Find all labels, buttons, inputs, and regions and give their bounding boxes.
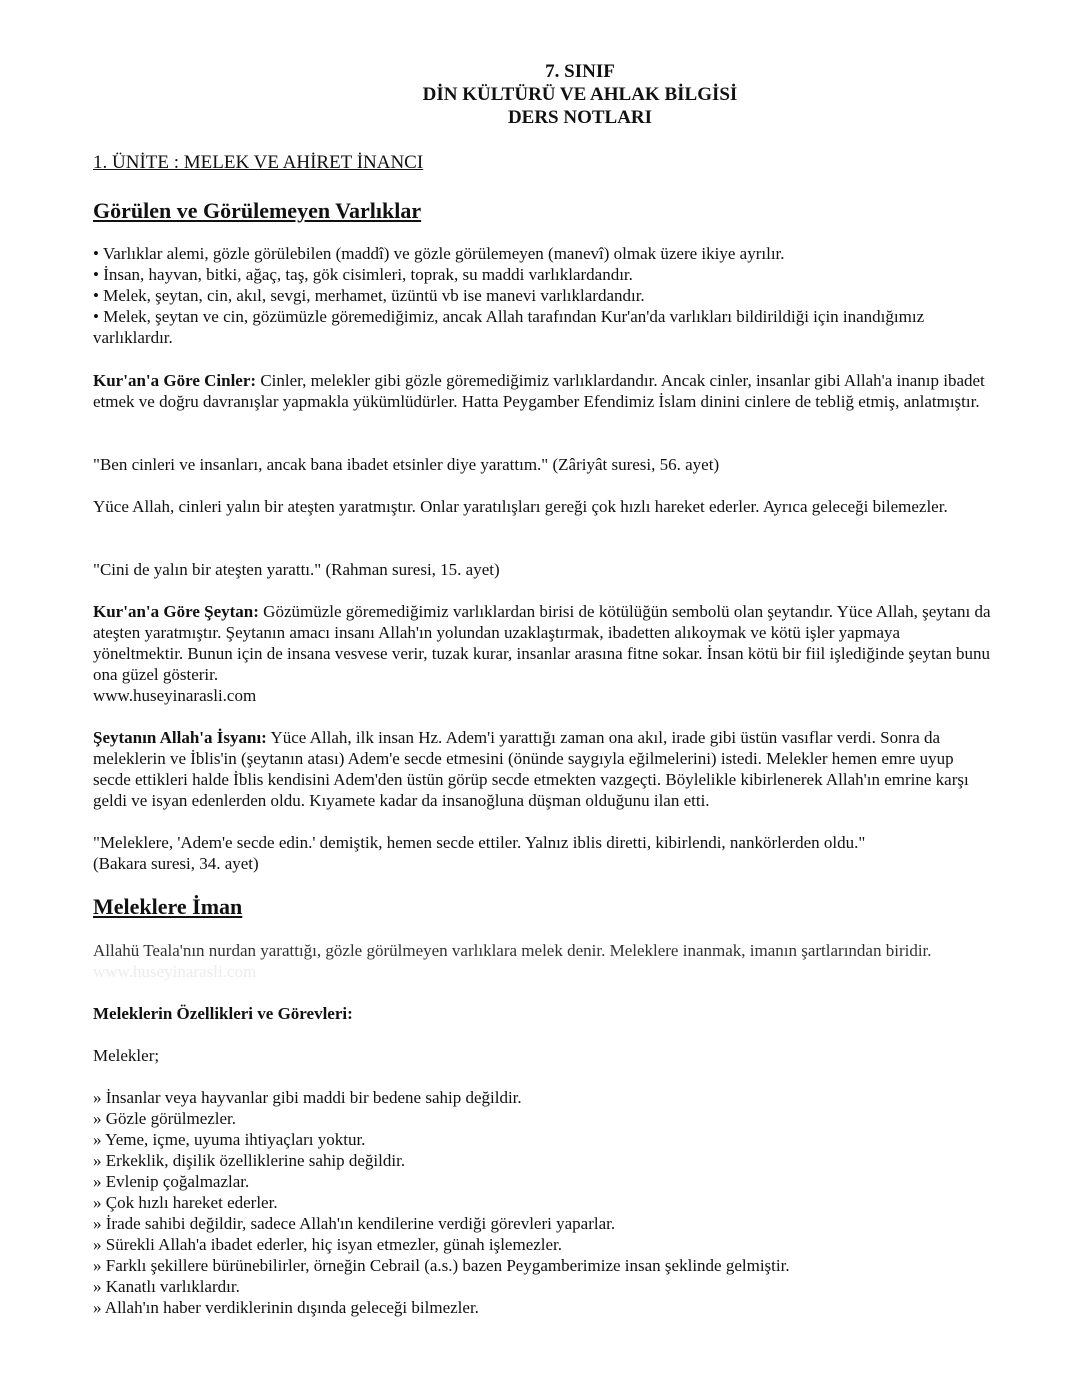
list-item: » Gözle görülmezler. <box>93 1109 237 1128</box>
bullet-list-varliklar <box>93 243 993 348</box>
section-heading-meleklere-iman: Meleklere İman <box>93 894 243 919</box>
list-lead-melekler: Melekler; <box>93 1046 160 1065</box>
unit-title: 1. ÜNİTE : MELEK VE AHİRET İNANCI <box>93 152 424 173</box>
watermark-text: www.huseyinarasli.com <box>93 962 257 981</box>
section-heading-varliklar: Görülen ve Görülemeyen Varlıklar <box>93 198 422 223</box>
label-isyan: Şeytanın Allah'a İsyanı: <box>93 728 267 747</box>
list-item: » Allah'ın haber verdiklerinin dışında geleceği bilmezler. <box>93 1298 479 1317</box>
website-text: www.huseyinarasli.com <box>93 686 257 705</box>
list-item: • Varlıklar alemi, gözle görülebilen (maddî) ve gözle görülemeyen (manevî) olmak üzere ikiye ayrılır. <box>93 244 785 263</box>
paragraph-melek-tanimi: Allahü Teala'nın nurdan yarattığı, gözle görülmeyen varlıklara melek denir. Meleklere inanmak, imanın şartlarından biridir. www.huseyinarasli.com <box>93 941 932 981</box>
label-cinler: Kur'an'a Göre Cinler: <box>93 371 257 390</box>
quote-rahman: "Cini de yalın bir ateşten yarattı." (Rahman suresi, 15. ayet) <box>93 560 500 579</box>
paragraph-seytan: Kur'an'a Göre Şeytan: Gözümüzle göremediğimiz varlıklardan birisi de kötülüğün sembolü olan şeytandır. Yüce Allah, şeytanı da ateşten yaratmıştır. Şeytanın amacı insanı Allah'ın yolundan uzaklaştırmak, ibadetten alıkoymak ve kötü işler yapmaya yöneltmektir. Bunun için de insana vesvese verir, tuzak kurar, insanlar arasına fitne sokar. İnsan kötü bir fiil işlediğinde şeytan bunu ona güzel gösterir. www.huseyinarasli.com <box>93 601 993 706</box>
list-item: » Çok hızlı hareket ederler. <box>93 1193 278 1212</box>
header-notes: DERS NOTLARI <box>507 107 653 128</box>
header-grade: 7. SINIF <box>545 61 615 82</box>
list-item: » İnsanlar veya hayvanlar gibi maddi bir bedene sahip değildir. <box>93 1088 522 1107</box>
subheading-melek-ozellikleri: Meleklerin Özellikleri ve Görevleri: <box>93 1004 353 1023</box>
header-subject: DİN KÜLTÜRÜ VE AHLAK BİLGİSİ <box>422 84 738 105</box>
quote-zariyat: "Ben cinleri ve insanları, ancak bana ibadet etsinler diye yarattım." (Zâriyât suresi, 56. ayet) <box>93 455 720 474</box>
list-item: » Erkeklik, dişilik özelliklerine sahip değildir. <box>93 1151 406 1170</box>
paragraph-seytan-isyani: Şeytanın Allah'a İsyanı: Yüce Allah, ilk insan Hz. Adem'i yarattığı zaman ona akıl, irade gibi üstün vasıflar verdi. Sonra da meleklerin ve İblis'in (şeytanın atası) Adem'e secde etmesini (önünde saygıyla eğilmelerini) istedi. Melekler hemen emre uyup secde ettikleri halde İblis kendisini Adem'den üstün görüp secde etmekten vazgeçti. Böylelikle kibirlenerek Allah'ın emrine karşı geldi ve isyan edenlerden oldu. Kıyamete kadar da insanoğluna düşman olduğunu ilan etti. <box>93 728 969 810</box>
list-item: » Kanatlı varlıklardır. <box>93 1277 240 1296</box>
document-header <box>0 60 1080 129</box>
list-item: » Sürekli Allah'a ibadet ederler, hiç isyan etmezler, günah işlemezler. <box>93 1235 563 1254</box>
label-seytan: Kur'an'a Göre Şeytan: <box>93 602 259 621</box>
list-item: • İnsan, hayvan, bitki, ağaç, taş, gök cisimleri, toprak, su maddi varlıklardandır. <box>93 265 633 284</box>
list-item: » Evlenip çoğalmazlar. <box>93 1172 250 1191</box>
list-item: • Melek, şeytan ve cin, gözümüzle göremediğimiz, ancak Allah tarafından Kur'an'da varlıkları bildirildiği için inandığımız varlıklardır. <box>93 307 925 347</box>
paragraph-cinler-atesten: Yüce Allah, cinleri yalın bir ateşten yaratmıştır. Onlar yaratılışları gereği çok hızlı hareket ederler. Ayrıca geleceği bilemezler. <box>93 497 948 516</box>
list-item: • Melek, şeytan, cin, akıl, sevgi, merhamet, üzüntü vb ise manevi varlıklardandır. <box>93 286 645 305</box>
list-item: » Yeme, içme, uyuma ihtiyaçları yoktur. <box>93 1130 366 1149</box>
list-melek-ozellikleri <box>93 1087 993 1318</box>
paragraph-cinler: Kur'an'a Göre Cinler: Cinler, melekler gibi gözle göremediğimiz varlıklardandır. Ancak cinler, insanlar gibi Allah'a inanıp ibadet etmek ve doğru davranışlar yapmakla yükümlüdürler. Hatta Peygamber Efendimiz İslam dinini cinlere de tebliğ etmiş, anlatmıştır. <box>93 371 985 411</box>
list-item: » İrade sahibi değildir, sadece Allah'ın kendilerine verdiği görevleri yaparlar. <box>93 1214 616 1233</box>
list-item: » Farklı şekillere bürünebilirler, örneğin Cebrail (a.s.) bazen Peygamberimize insan şeklinde gelmiştir. <box>93 1256 790 1275</box>
quote-bakara: "Meleklere, 'Adem'e secde edin.' demiştik, hemen secde ettiler. Yalnız iblis diretti, kibirlendi, nankörlerden oldu." (Bakara suresi, 34. ayet) <box>93 833 866 873</box>
